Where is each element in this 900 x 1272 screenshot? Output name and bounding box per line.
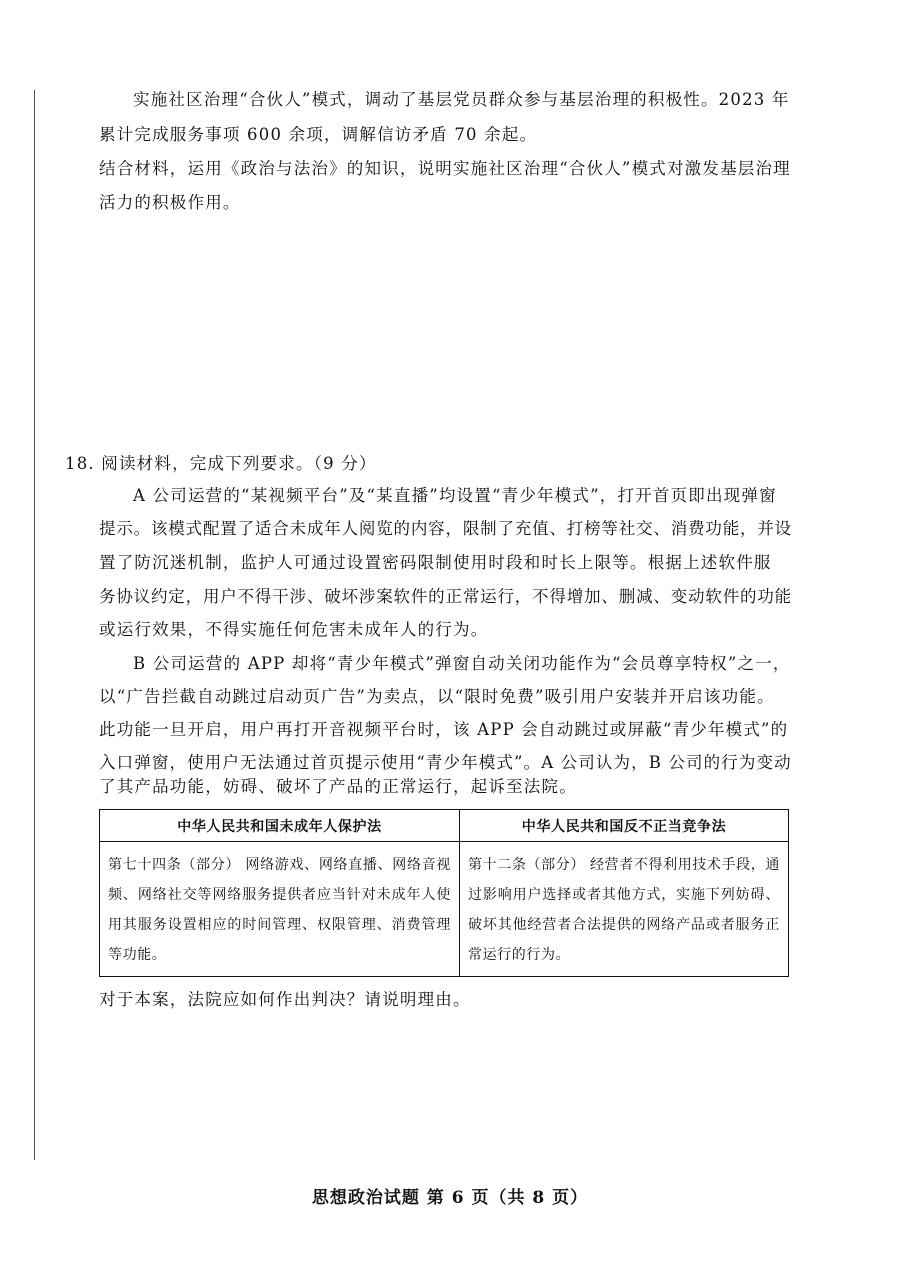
law-table-header-minors-protection: 中华人民共和国未成年人保护法 <box>100 810 460 842</box>
q18-p1-line-5: 或运行效果，不得实施任何危害未成年人的行为。 <box>99 620 489 639</box>
law-table-cell-article-74: 第七十四条（部分） 网络游戏、网络直播、网络音视频、网络社交等网络服务提供者应当针对未成年人使用其服务设置相应的时间管理、权限管理、消费管理等功能。 <box>100 842 460 977</box>
q18-p1-line-2: 提示。该模式配置了适合未成年人阅览的内容，限制了充值、打榜等社交、消费功能，并设 <box>99 519 792 538</box>
q18-p2-line-4: 入口弹窗，使用户无法通过首页提示使用“青少年模式”。A 公司认为，B 公司的行为变动 <box>99 753 792 772</box>
q17-prompt-line-2: 活力的积极作用。 <box>99 193 241 212</box>
law-table-cell-article-12: 第十二条（部分） 经营者不得利用技术手段，通过影响用户选择或者其他方式，实施下列妨碍、破坏其他经营者合法提供的网络产品或者服务正常运行的行为。 <box>460 842 789 977</box>
law-table-header-anti-unfair-competition: 中华人民共和国反不正当竞争法 <box>460 810 789 842</box>
q18-question: 对于本案，法院应如何作出判决？请说明理由。 <box>99 990 471 1009</box>
q17-material-line-1: 实施社区治理“合伙人”模式，调动了基层党员群众参与基层治理的积极性。2023 年 <box>133 90 790 109</box>
q17-material-line-2: 累计完成服务事项 600 余项，调解信访矛盾 70 余起。 <box>99 125 538 144</box>
q18-p2-line-5: 了其产品功能，妨碍、破坏了产品的正常运行，起诉至法院。 <box>99 777 577 796</box>
law-table <box>99 809 789 977</box>
q18-p2-line-2: 以“广告拦截自动跳过启动页广告”为卖点，以“限时免费”吸引用户安装并开启该功能。 <box>99 687 775 706</box>
q18-p2-line-1: B 公司运营的 APP 却将“青少年模式”弹窗自动关闭功能作为“会员尊享特权”之一， <box>133 654 791 673</box>
q17-prompt-line-1: 结合材料，运用《政治与法治》的知识，说明实施社区治理“合伙人”模式对激发基层治理 <box>99 159 791 178</box>
q18-p1-line-1: A 公司运营的“某视频平台”及“某直播”均设置“青少年模式”，打开首页即出现弹窗 <box>133 486 777 505</box>
q18-heading: 18. 阅读材料，完成下列要求。（9 分） <box>65 454 377 473</box>
q18-p2-line-3: 此功能一旦开启，用户再打开音视频平台时，该 APP 会自动跳过或屏蔽“青少年模式”的 <box>99 720 789 739</box>
page-footer: 思想政治试题 第 6 页（共 8 页） <box>311 1188 589 1208</box>
binding-margin-line <box>34 90 35 1160</box>
q18-p1-line-4: 务协议约定，用户不得干涉、破坏涉案软件的正常运行，不得增加、删减、变动软件的功能 <box>99 587 792 606</box>
q18-p1-line-3: 置了防沉迷机制，监护人可通过设置密码限制使用时段和时长上限等。根据上述软件服 <box>99 553 772 572</box>
